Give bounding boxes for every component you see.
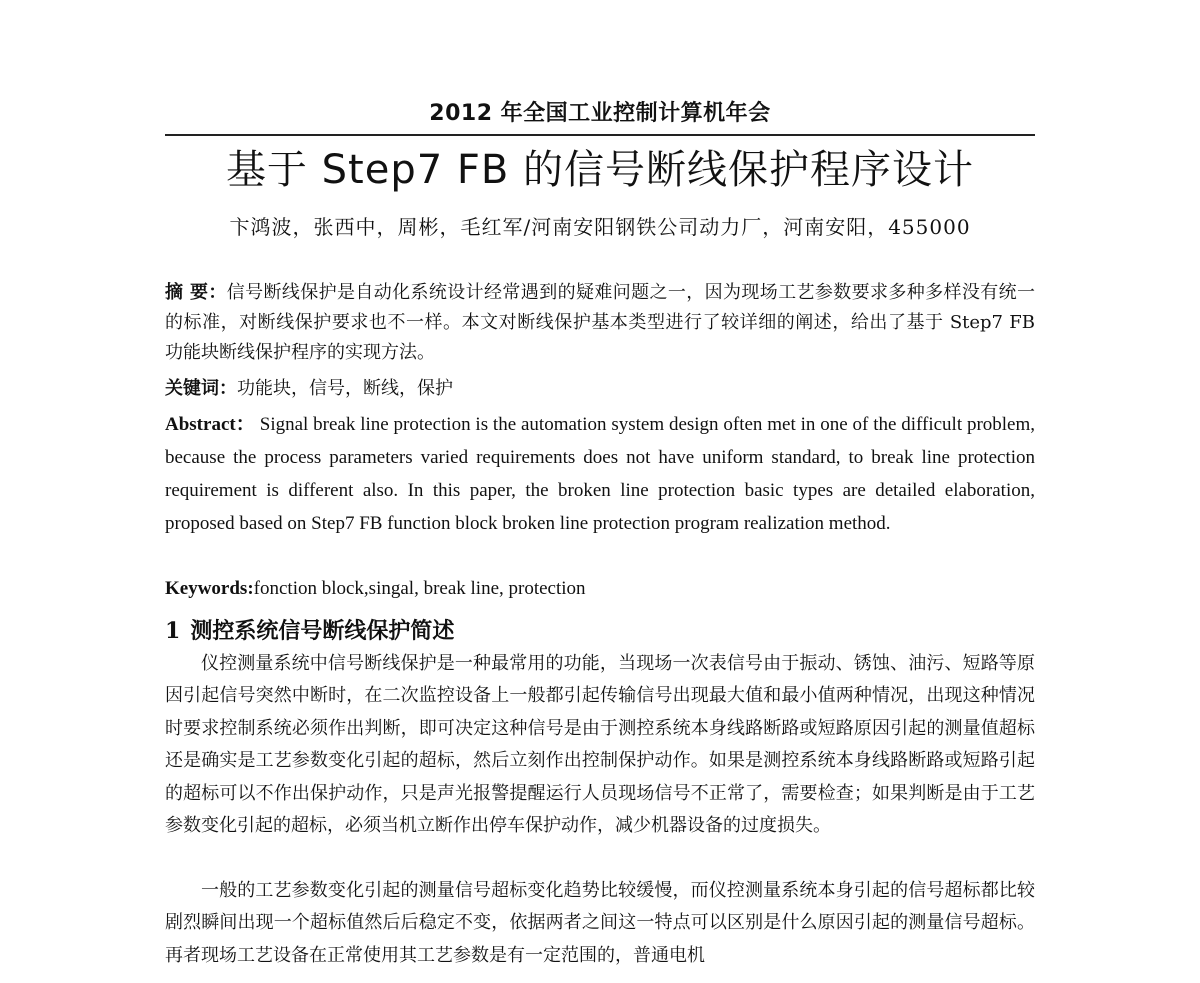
section-1-heading bbox=[165, 614, 1035, 648]
abstract-chinese bbox=[165, 278, 1035, 368]
section-number: 1 bbox=[165, 618, 181, 644]
keywords-english-label: Keywords: bbox=[165, 578, 254, 599]
body-paragraph: 一般的工艺参数变化引起的测量信号超标变化趋势比较缓慢，而仪控测量系统本身引起的信号超标都比较剧烈瞬间出现一个超标值然后后稳定不变，依据两者之间这一特点可以区别是什么原因引起的测量信号超标。再者现场工艺设备在正常使用其工艺参数是有一定范围的，普通电机 bbox=[165, 880, 1035, 966]
keywords-chinese-label: 关键词： bbox=[165, 378, 237, 399]
abstract-chinese-text: 信号断线保护是自动化系统设计经常遇到的疑难问题之一，因为现场工艺参数要求多种多样没有统一的标准，对断线保护要求也不一样。本文对断线保护基本类型进行了较详细的阐述，给出了基于 Step7 FB 功能块断线保护程序的实现方法。 bbox=[165, 282, 1035, 363]
abstract-english bbox=[165, 408, 1035, 540]
conference-header: 2012 年全国工业控制计算机年会 bbox=[429, 101, 771, 126]
author-line: 卞鸿波，张西中，周彬，毛红军/河南安阳钢铁公司动力厂，河南安阳，455000 bbox=[229, 215, 971, 239]
keywords-chinese-text: 功能块，信号，断线，保护 bbox=[237, 378, 453, 399]
header-divider bbox=[165, 134, 1035, 136]
keywords-chinese bbox=[165, 374, 1035, 404]
body-paragraph: 仪控测量系统中信号断线保护是一种最常用的功能，当现场一次表信号由于振动、锈蚀、油污、短路等原因引起信号突然中断时，在二次监控设备上一般都引起传输信号出现最大值和最小值两种情况，出现这种情况时要求控制系统必须作出判断，即可决定这种信号是由于测控系统本身线路断路或短路原因引起的测量值超标还是确实是工艺参数变化引起的超标，然后立刻作出控制保护动作。如果是测控系统本身线路断路或短路引起的超标可以不作出保护动作，只是声光报警提醒运行人员现场信号不正常了，需要检查；如果判断是由于工艺参数变化引起的超标，必须当机立断作出停车保护动作，减少机器设备的过度损失。 bbox=[165, 653, 1035, 837]
keywords-english bbox=[165, 574, 1035, 604]
section-title: 测控系统信号断线保护简述 bbox=[190, 618, 455, 644]
abstract-chinese-label: 摘 要： bbox=[165, 282, 227, 303]
abstract-english-text: Signal break line protection is the automation system design often met in one of the difficult problem, because the process parameters varied requirements does not have uniform standard, to break line protection requirement is different also. In this paper, the broken line protection basic types are detailed elaboration, proposed based on Step7 FB function block broken line protection program realization method. bbox=[165, 414, 1036, 534]
keywords-english-text: fonction block,singal, break line, protection bbox=[253, 578, 586, 599]
abstract-english-label: Abstract： bbox=[165, 414, 255, 435]
paper-title: 基于 Step7 FB 的信号断线保护程序设计 bbox=[225, 147, 975, 193]
